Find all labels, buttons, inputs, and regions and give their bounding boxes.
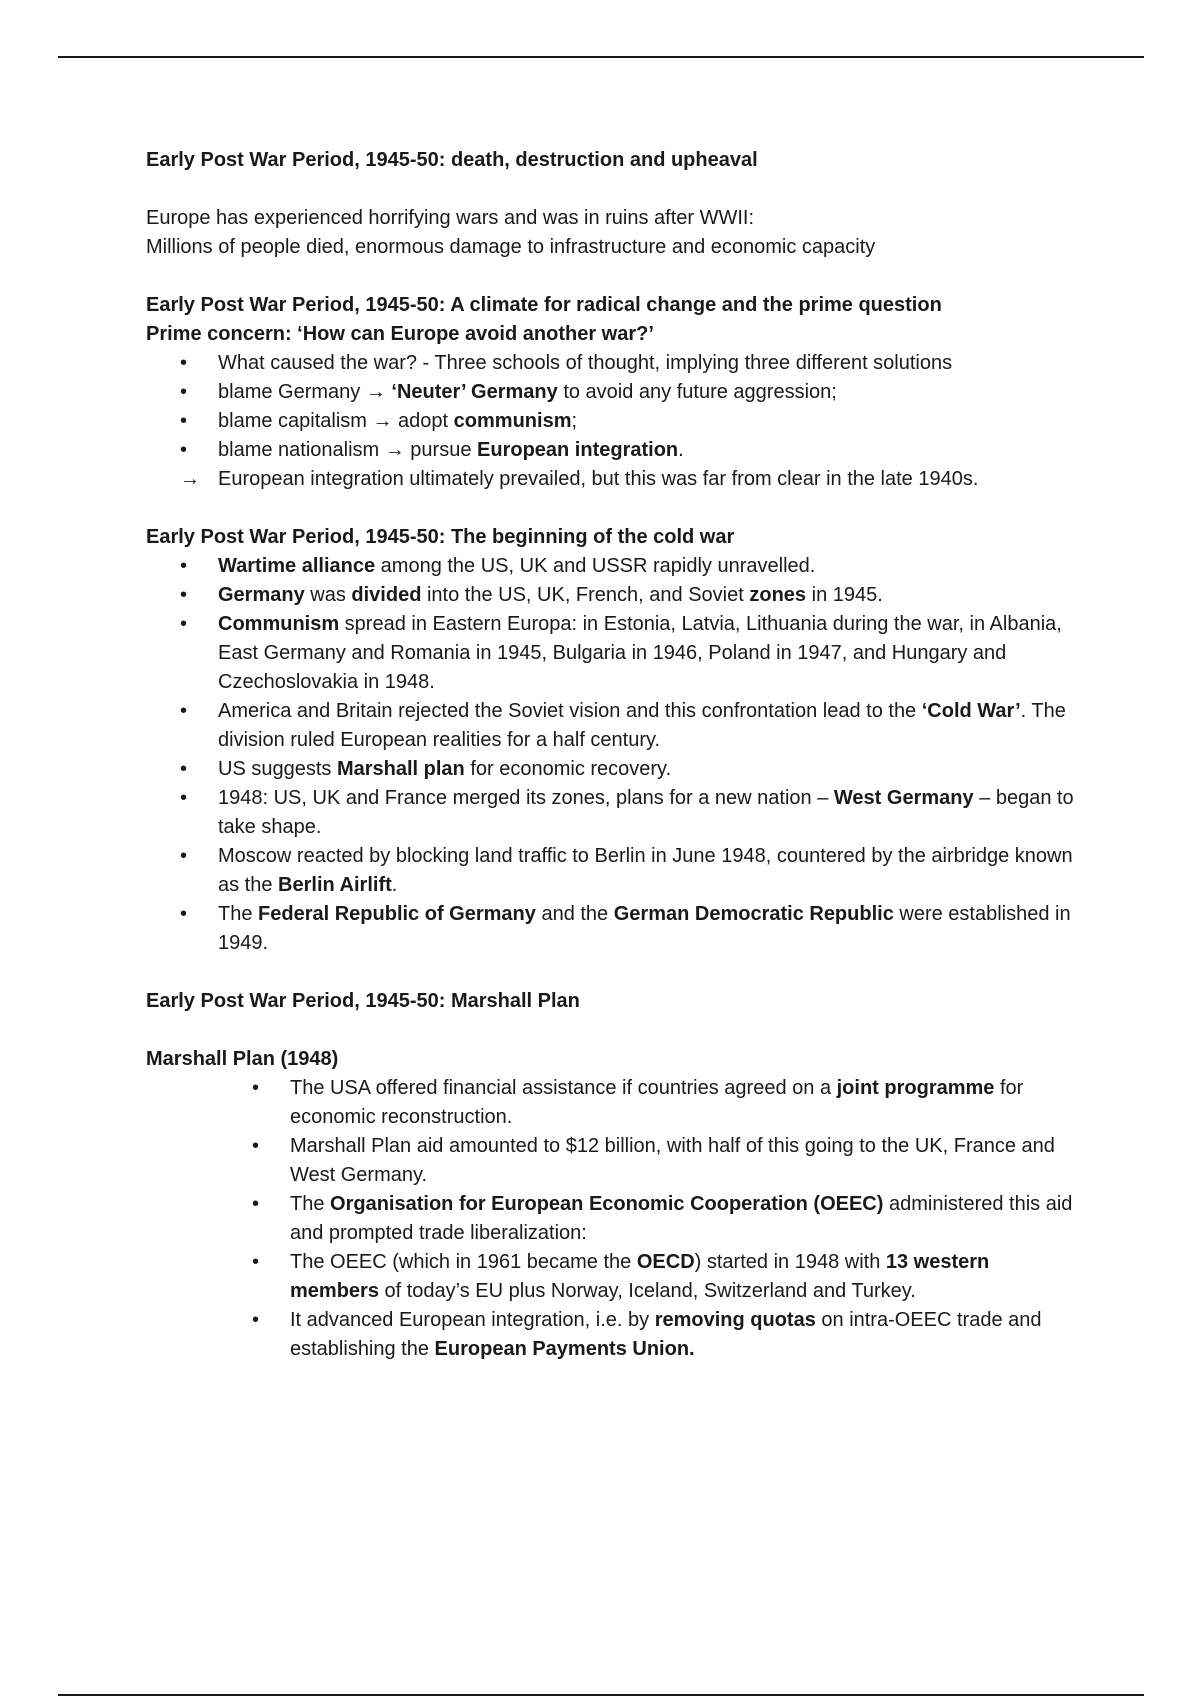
- bullet-marker: •: [180, 352, 188, 374]
- cold-war-list: [146, 552, 1076, 958]
- bullet-marker: •: [180, 381, 188, 403]
- bullet-marker: •: [180, 758, 188, 780]
- list-item: • The Federal Republic of Germany and the German Democratic Republic were established in 1949.: [146, 900, 1076, 958]
- list-item: • Marshall Plan aid amounted to $12 billion, with half of this going to the UK, France and West Germany.: [146, 1132, 1076, 1190]
- list-item: → European integration ultimately prevailed, but this was far from clear in the late 1940s.: [146, 465, 1076, 494]
- bullet-marker: •: [180, 555, 188, 577]
- bullet-marker: •: [180, 903, 188, 925]
- section-heading-marshall-plan: Early Post War Period, 1945-50: Marshall Plan: [146, 990, 580, 1012]
- prime-concern-subheading: Prime concern: ‘How can Europe avoid another war?’: [146, 323, 654, 345]
- list-item: • 1948: US, UK and France merged its zones, plans for a new nation – West Germany – began to take shape.: [146, 784, 1076, 842]
- list-item: • Communism spread in Eastern Europa: in Estonia, Latvia, Lithuania during the war, in Albania, East Germany and Romania in 1945, Bulgaria in 1946, Poland in 1947, and Hungary and Czechoslovakia in 1948.: [146, 610, 1076, 697]
- list-item: • Germany was divided into the US, UK, French, and Soviet zones in 1945.: [146, 581, 1076, 610]
- bullet-marker: •: [252, 1193, 260, 1215]
- list-item: • blame Germany → ‘Neuter’ Germany to avoid any future aggression;: [146, 378, 1076, 407]
- intro-line-2: Millions of people died, enormous damage to infrastructure and economic capacity: [146, 236, 876, 258]
- list-item: • It advanced European integration, i.e. by removing quotas on intra-OEEC trade and establishing the European Payments Union.: [146, 1306, 1076, 1364]
- section-heading-radical-change: Early Post War Period, 1945-50: A climate for radical change and the prime question: [146, 294, 942, 316]
- causes-list: [146, 349, 1076, 494]
- bullet-marker: •: [180, 845, 188, 867]
- bullet-marker: •: [180, 787, 188, 809]
- bullet-marker: •: [180, 700, 188, 722]
- bullet-marker: •: [180, 613, 188, 635]
- section-heading-cold-war: Early Post War Period, 1945-50: The beginning of the cold war: [146, 526, 735, 548]
- marshall-plan-list: [146, 1074, 1076, 1364]
- list-item: • blame capitalism → adopt communism;: [146, 407, 1076, 436]
- list-item: • What caused the war? - Three schools of thought, implying three different solutions: [146, 349, 1076, 378]
- list-item: • blame nationalism → pursue European integration.: [146, 436, 1076, 465]
- bottom-rule: [58, 1694, 1144, 1696]
- bullet-marker: •: [252, 1077, 260, 1099]
- section-heading-death-destruction: Early Post War Period, 1945-50: death, destruction and upheaval: [146, 149, 758, 171]
- list-item: • The OEEC (which in 1961 became the OECD) started in 1948 with 13 western members of today’s EU plus Norway, Iceland, Switzerland and Turkey.: [146, 1248, 1076, 1306]
- intro-line-1: Europe has experienced horrifying wars and was in ruins after WWII:: [146, 207, 755, 229]
- bullet-marker: •: [180, 410, 188, 432]
- list-item: • US suggests Marshall plan for economic recovery.: [146, 755, 1076, 784]
- list-item: • The USA offered financial assistance if countries agreed on a joint programme for economic reconstruction.: [146, 1074, 1076, 1132]
- list-item: • Wartime alliance among the US, UK and USSR rapidly unravelled.: [146, 552, 1076, 581]
- top-rule: [58, 56, 1144, 58]
- list-item: • America and Britain rejected the Soviet vision and this confrontation lead to the ‘Cold War’. The division ruled European realities for a half century.: [146, 697, 1076, 755]
- bullet-marker: •: [252, 1135, 260, 1157]
- document-body: [146, 146, 1076, 1364]
- arrow-icon: →: [180, 468, 200, 490]
- marshall-plan-subheading: Marshall Plan (1948): [146, 1048, 339, 1070]
- bullet-marker: •: [252, 1251, 260, 1273]
- bullet-marker: •: [180, 439, 188, 461]
- list-item: • Moscow reacted by blocking land traffic to Berlin in June 1948, countered by the airbridge known as the Berlin Airlift.: [146, 842, 1076, 900]
- list-item: • The Organisation for European Economic Cooperation (OEEC) administered this aid and prompted trade liberalization:: [146, 1190, 1076, 1248]
- bullet-marker: •: [180, 584, 188, 606]
- bullet-marker: •: [252, 1309, 260, 1331]
